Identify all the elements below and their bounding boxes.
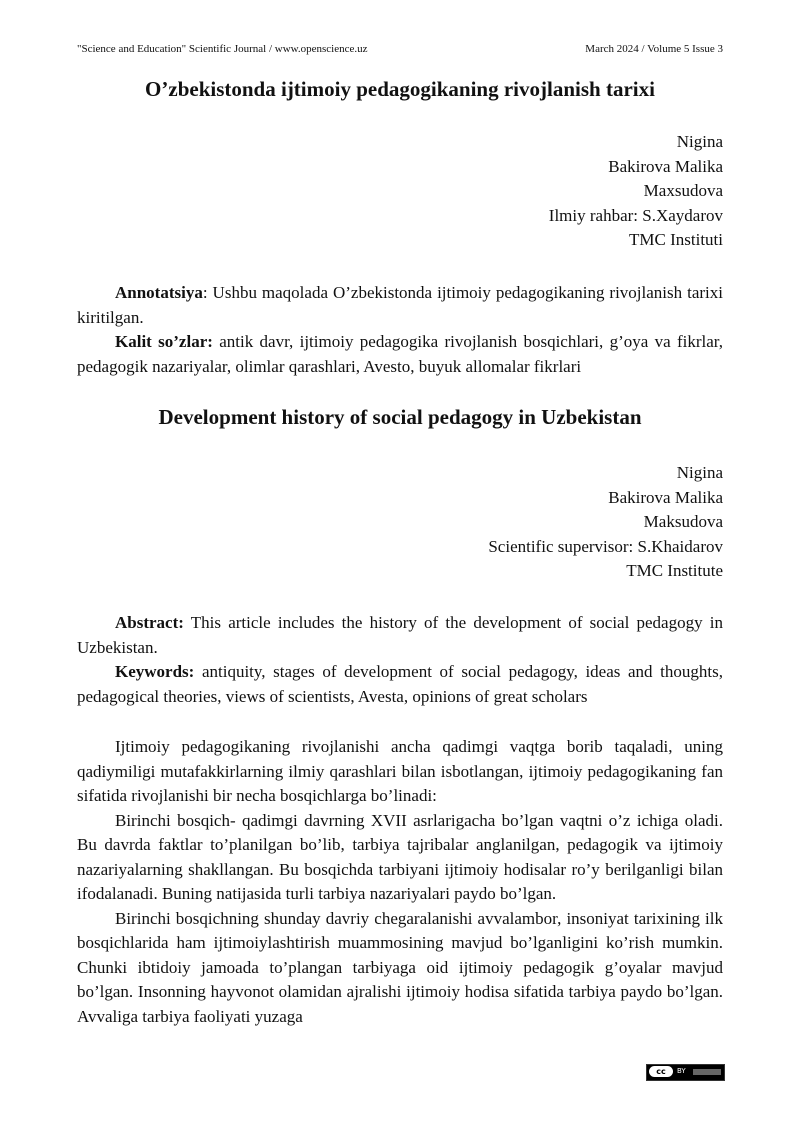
- keywords-text: antiquity, stages of development of social pedagogy, ideas and thoughts, pedagogical theories, views of scientists, Avesta, opinions of great scholars: [77, 662, 723, 706]
- author-block-uz: [549, 130, 723, 253]
- keywords-text: antik davr, ijtimoiy pedagogika rivojlanish bosqichlari, g’oya va fikrlar, pedagogik nazariyalar, olimlar qarashlari, Avesto, buyuk allomalar fikrlari: [77, 332, 723, 376]
- journal-name: "Science and Education" Scientific Journal / www.openscience.uz: [77, 43, 368, 55]
- paper-title-uz: O’zbekistonda ijtimoiy pedagogikaning rivojlanish tarixi: [145, 77, 655, 101]
- issue-info: March 2024 / Volume 5 Issue 3: [585, 43, 723, 55]
- body-paragraph: Ijtimoiy pedagogikaning rivojlanishi ancha qadimgi vaqtga borib taqaladi, uning qadiymiligi mutafakkirlarning ilmiy qarashlari bilan isbotlangan, ijtimoiy pedagogikaning fan sifatida rivojlanishi bir necha bosqichlarga bo’linadi:: [77, 737, 723, 805]
- abstract-label: Annotatsiya: [115, 283, 203, 302]
- cc-by-license-badge: [646, 1064, 725, 1081]
- body-paragraph: Birinchi bosqich- qadimgi davrning XVII asrlarigacha bo’lgan vaqtni o’z ichiga oladi. Bu davrda faktlar to’planilgan bo’lib, tarbiya tajribalar anglanilgan, pedagogik va ijtimoiy nazariyalarning shakllangan. Bu bosqichda tarbiyani ijtimoiy hodisalar ro’y berilganligi bilan ifodalanadi. Buning natijasida turli tarbiya nazariyalari paydo bo’lgan.: [77, 810, 723, 903]
- keywords-uz: [77, 330, 723, 379]
- keywords-label: Keywords:: [115, 662, 195, 681]
- abstract-section-en: [77, 611, 723, 709]
- body-paragraph: Birinchi bosqichning shunday davriy chegaralanishi avvalambor, insoniyat tarixining ilk bosqichlarida ham ijtimoiylashtirish muammosining mavjud bo’lganligini ko’rish mumkin. Chunki ibtidoiy jamoada to’plangan tarbiyaga oid ijtimoiy pedagogik g’oyalar mavjud bo’lgan. Insonning hayvonot olamidan ajralishi ijtimoiy hodisa sifatida tarbiya paydo bo’lgan. Avvaliga tarbiya faoliyati yuzaga: [77, 908, 723, 1026]
- license-strip: [693, 1069, 721, 1075]
- author-line: Nigina: [676, 463, 723, 482]
- abstract-en: [77, 611, 723, 660]
- supervisor-line: Ilmiy rahbar: S.Xaydarov: [548, 205, 723, 225]
- author-block-en: [488, 461, 723, 584]
- author-line: Nigina: [676, 132, 723, 151]
- paper-title-en: Development history of social pedagogy in Uzbekistan: [158, 405, 642, 429]
- author-line: Bakirova Malika: [608, 156, 723, 176]
- abstract-text: : Ushbu maqolada O’zbekistonda ijtimoiy pedagogikaning rivojlanish tarixi kiritilgan.: [77, 283, 723, 327]
- running-header: [77, 43, 723, 59]
- body-text: [77, 735, 723, 1029]
- cc-icon: cc: [649, 1066, 673, 1077]
- supervisor-line: Scientific supervisor: S.Khaidarov: [488, 536, 723, 556]
- affiliation-line: TMC Institute: [626, 561, 723, 580]
- abstract-text: This article includes the history of the development of social pedagogy in Uzbekistan.: [77, 613, 723, 657]
- keywords-en: [77, 660, 723, 709]
- author-line: Maxsudova: [643, 181, 723, 200]
- keywords-label: Kalit so’zlar:: [115, 332, 213, 351]
- by-label: BY: [677, 1067, 686, 1075]
- author-line: Bakirova Malika: [608, 487, 723, 507]
- abstract-uz: [77, 281, 723, 330]
- author-line: Maksudova: [643, 512, 723, 531]
- abstract-section-uz: [77, 281, 723, 379]
- affiliation-line: TMC Instituti: [629, 230, 723, 249]
- abstract-label: Abstract:: [115, 613, 184, 632]
